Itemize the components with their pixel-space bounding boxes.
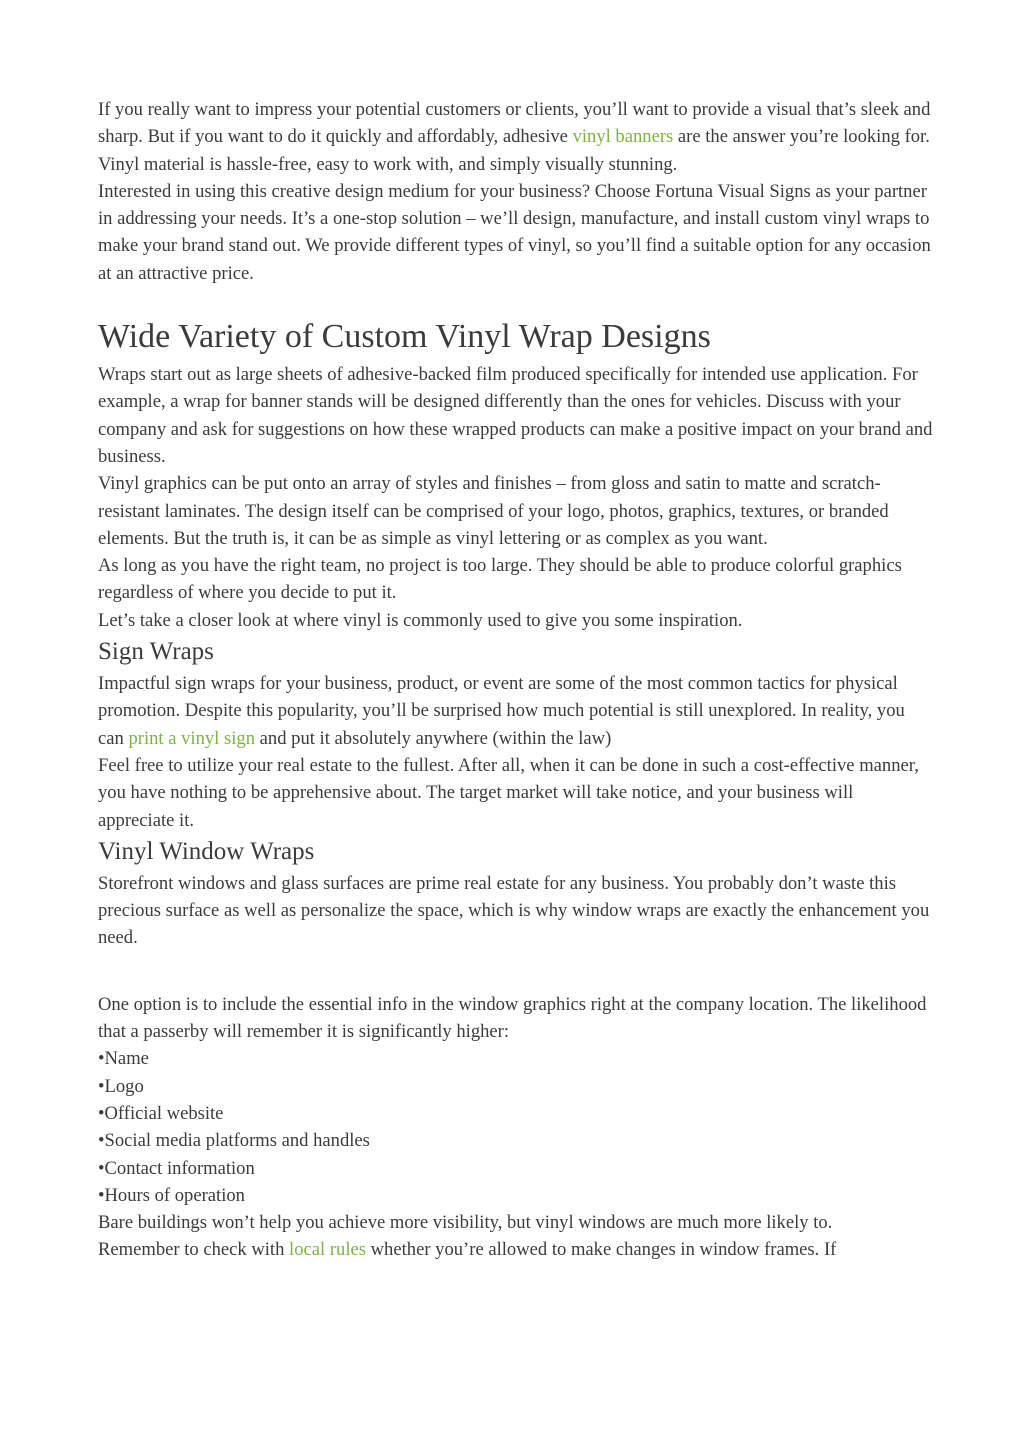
list-item: •Logo xyxy=(98,1075,144,1097)
print-vinyl-sign-link[interactable]: print a vinyl sign xyxy=(128,727,255,749)
list-item: •Contact information xyxy=(98,1157,255,1179)
window-paragraph-1: Storefront windows and glass surfaces are prime real estate for any business. You probably don’t waste this precious surface as well as personalize the space, which is why window wraps are exactly the enhancement you need. xyxy=(98,872,930,949)
list-item: •Name xyxy=(98,1048,149,1070)
window-paragraph-3: Bare buildings won’t help you achieve more visibility, but vinyl windows are much more likely to. xyxy=(98,1212,833,1234)
window-paragraph-4 xyxy=(98,1236,934,1263)
intro-paragraph-2: Interested in using this creative design medium for your business? Choose Fortuna Visual Signs as your partner in addressing your needs. It’s a one-stop solution – we’ll design, manufacture, and install custom vinyl wraps to make your brand stand out. We provide different types of vinyl, so you’ll find a suitable option for any occasion at an attractive price. xyxy=(98,180,931,284)
window-paragraph-2: One option is to include the essential info in the window graphics right at the company location. The likelihood that a passerby will remember it is significantly higher: xyxy=(98,993,927,1043)
sign-wraps-heading: Sign Wraps xyxy=(98,638,214,666)
sign-text-a: Impactful sign wraps for your business, product, or event are some of the most common tactics for physical promotion. Despite this popularity, you’ll be surprised how much potential is still unexplored. In reality, you can xyxy=(98,673,905,749)
intro-paragraph-1 xyxy=(98,96,934,178)
sign-paragraph-1 xyxy=(98,670,934,752)
list-item: •Official website xyxy=(98,1102,224,1124)
designs-paragraph-2: Vinyl graphics can be put onto an array of styles and finishes – from gloss and satin to matte and scratch-resistant laminates. The design itself can be comprised of your logo, photos, graphics, textures, or branded elements. But the truth is, it can be as simple as vinyl lettering or as complex as you want. xyxy=(98,473,889,549)
intro-text-b: are the answer you’re looking for. Vinyl material is hassle-free, easy to work with, and simply visually stunning. xyxy=(98,126,930,175)
essential-info-list xyxy=(98,1045,934,1209)
local-rules-link[interactable]: local rules xyxy=(289,1239,366,1261)
window-wraps-heading: Vinyl Window Wraps xyxy=(98,837,315,865)
list-item: •Hours of operation xyxy=(98,1184,245,1206)
vinyl-banners-link[interactable]: vinyl banners xyxy=(572,126,674,148)
designs-paragraph-4: Let’s take a closer look at where vinyl is commonly used to give you some inspiration. xyxy=(98,609,743,631)
window-text-b: whether you’re allowed to make changes in window frames. If xyxy=(365,1239,837,1261)
designs-paragraph-3: As long as you have the right team, no project is too large. They should be able to produce colorful graphics regardless of where you decide to put it. xyxy=(98,555,902,604)
window-text-a: Remember to check with xyxy=(98,1239,290,1261)
intro-text-a: If you really want to impress your potential customers or clients, you’ll want to provide a visual that’s sleek and sharp. But if you want to do it quickly and affordably, adhesive xyxy=(98,99,931,148)
designs-heading: Wide Variety of Custom Vinyl Wrap Designs xyxy=(98,318,711,356)
sign-text-b: and put it absolutely anywhere (within the law) xyxy=(255,727,612,749)
document-page xyxy=(98,96,934,1264)
sign-paragraph-2: Feel free to utilize your real estate to the fullest. After all, when it can be done in such a cost-effective manner, you have nothing to be apprehensive about. The target market will take notice, and your business will appreciate it. xyxy=(98,754,919,831)
list-item: •Social media platforms and handles xyxy=(98,1130,370,1152)
designs-paragraph-1: Wraps start out as large sheets of adhesive-backed film produced specifically for intended use application. For example, a wrap for banner stands will be designed differently than the ones for vehicles. Discuss with your company and ask for suggestions on how these wrapped products can make a positive impact on your brand and business. xyxy=(98,364,933,467)
